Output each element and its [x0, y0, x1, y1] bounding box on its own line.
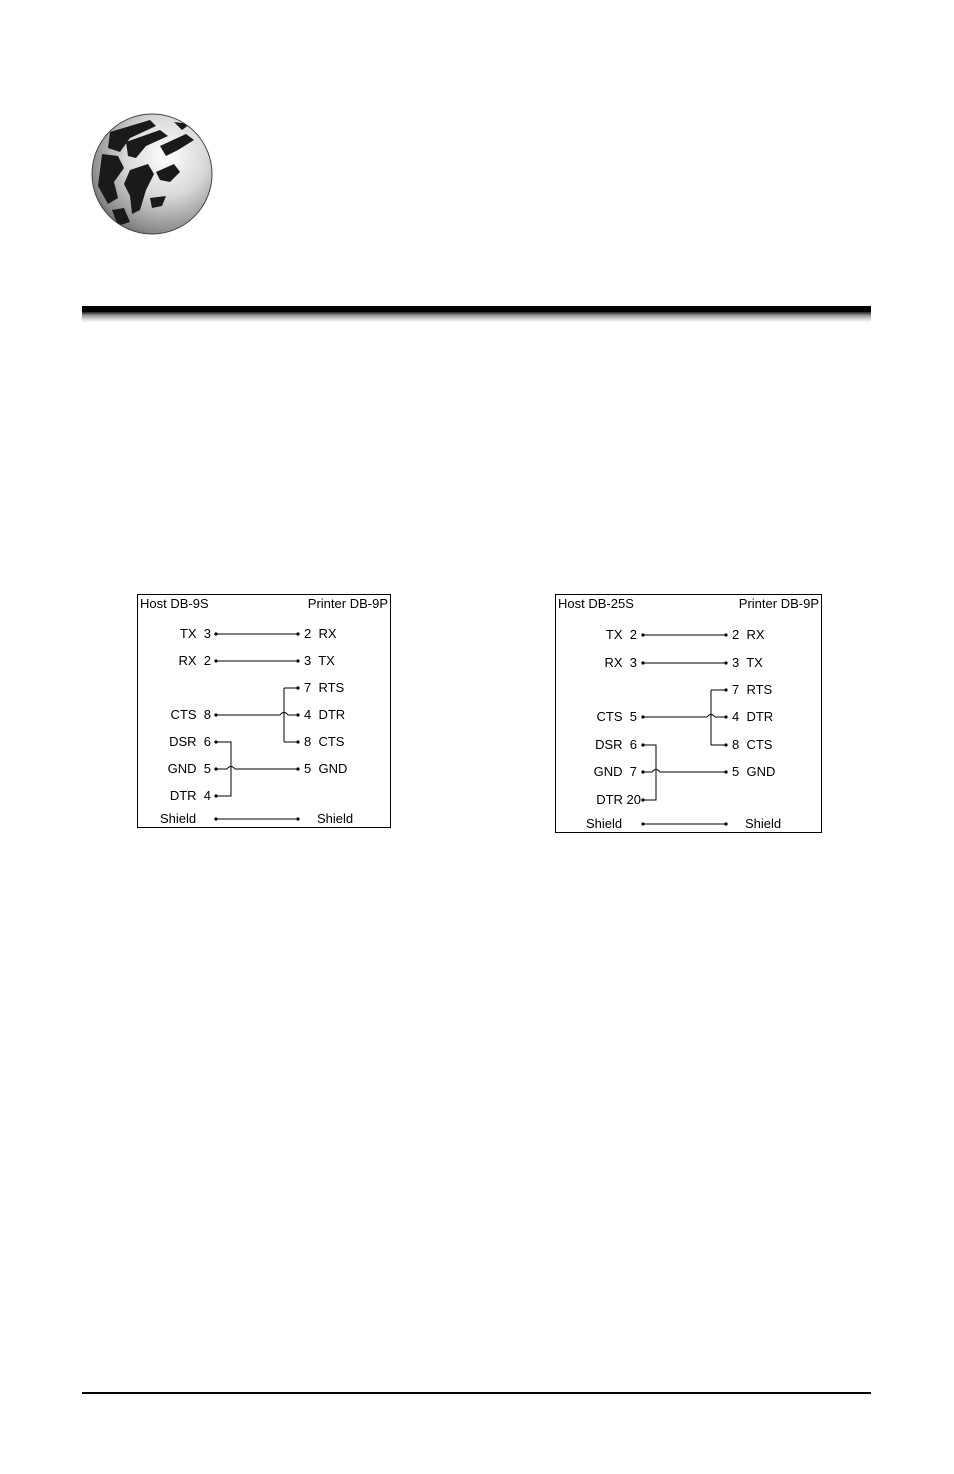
printer-title: Printer DB-9P: [738, 596, 819, 611]
host-pin-label: DSR 6: [169, 734, 211, 749]
wire-dsr-gnd-dtr: [216, 742, 298, 796]
shield-host-label: Shield: [586, 816, 623, 831]
shield-printer-label: Shield: [745, 816, 782, 831]
host-pin-label: DTR 4: [169, 788, 211, 803]
host-pin-label: RX 2: [178, 653, 211, 668]
host-pin-label: DTR 20: [596, 792, 641, 807]
host-pin-label: DSR 6: [595, 737, 637, 752]
printer-pin-label: 5 GND: [304, 761, 348, 776]
host-pin-label: GND 7: [593, 764, 637, 779]
printer-title: Printer DB-9P: [307, 596, 388, 611]
printer-pin-label: 2 RX: [732, 627, 765, 642]
globe-logo-icon: [90, 112, 214, 236]
wire-dsr-gnd-dtr: [643, 745, 726, 800]
printer-pin-label: 3 TX: [304, 653, 335, 668]
host-pin-label: TX 2: [605, 627, 637, 642]
wire-cts-rts-dtr-cts: [216, 688, 298, 742]
wire-cts-rts-dtr-cts: [643, 690, 726, 745]
host-pin-label: CTS 8: [170, 707, 211, 722]
printer-pin-label: 8 CTS: [304, 734, 345, 749]
wiring-diagram-db25: [555, 594, 822, 833]
printer-pin-label: 4 DTR: [304, 707, 346, 722]
printer-pin-label: 7 RTS: [732, 682, 773, 697]
host-title: Host DB-25S: [558, 596, 634, 611]
printer-pin-label: 4 DTR: [732, 709, 774, 724]
shield-printer-label: Shield: [317, 811, 354, 826]
printer-pin-label: 5 GND: [732, 764, 776, 779]
host-pin-label: RX 3: [604, 655, 637, 670]
footer-rule: [82, 1392, 871, 1394]
printer-pin-label: 7 RTS: [304, 680, 345, 695]
printer-pin-label: 8 CTS: [732, 737, 773, 752]
header-rule: [82, 306, 871, 322]
printer-pin-label: 2 RX: [304, 626, 337, 641]
host-pin-label: GND 5: [167, 761, 211, 776]
shield-host-label: Shield: [160, 811, 197, 826]
host-pin-label: TX 3: [179, 626, 211, 641]
host-pin-label: CTS 5: [596, 709, 637, 724]
printer-pin-label: 3 TX: [732, 655, 763, 670]
host-title: Host DB-9S: [140, 596, 209, 611]
wiring-diagram-db9: [137, 594, 391, 828]
